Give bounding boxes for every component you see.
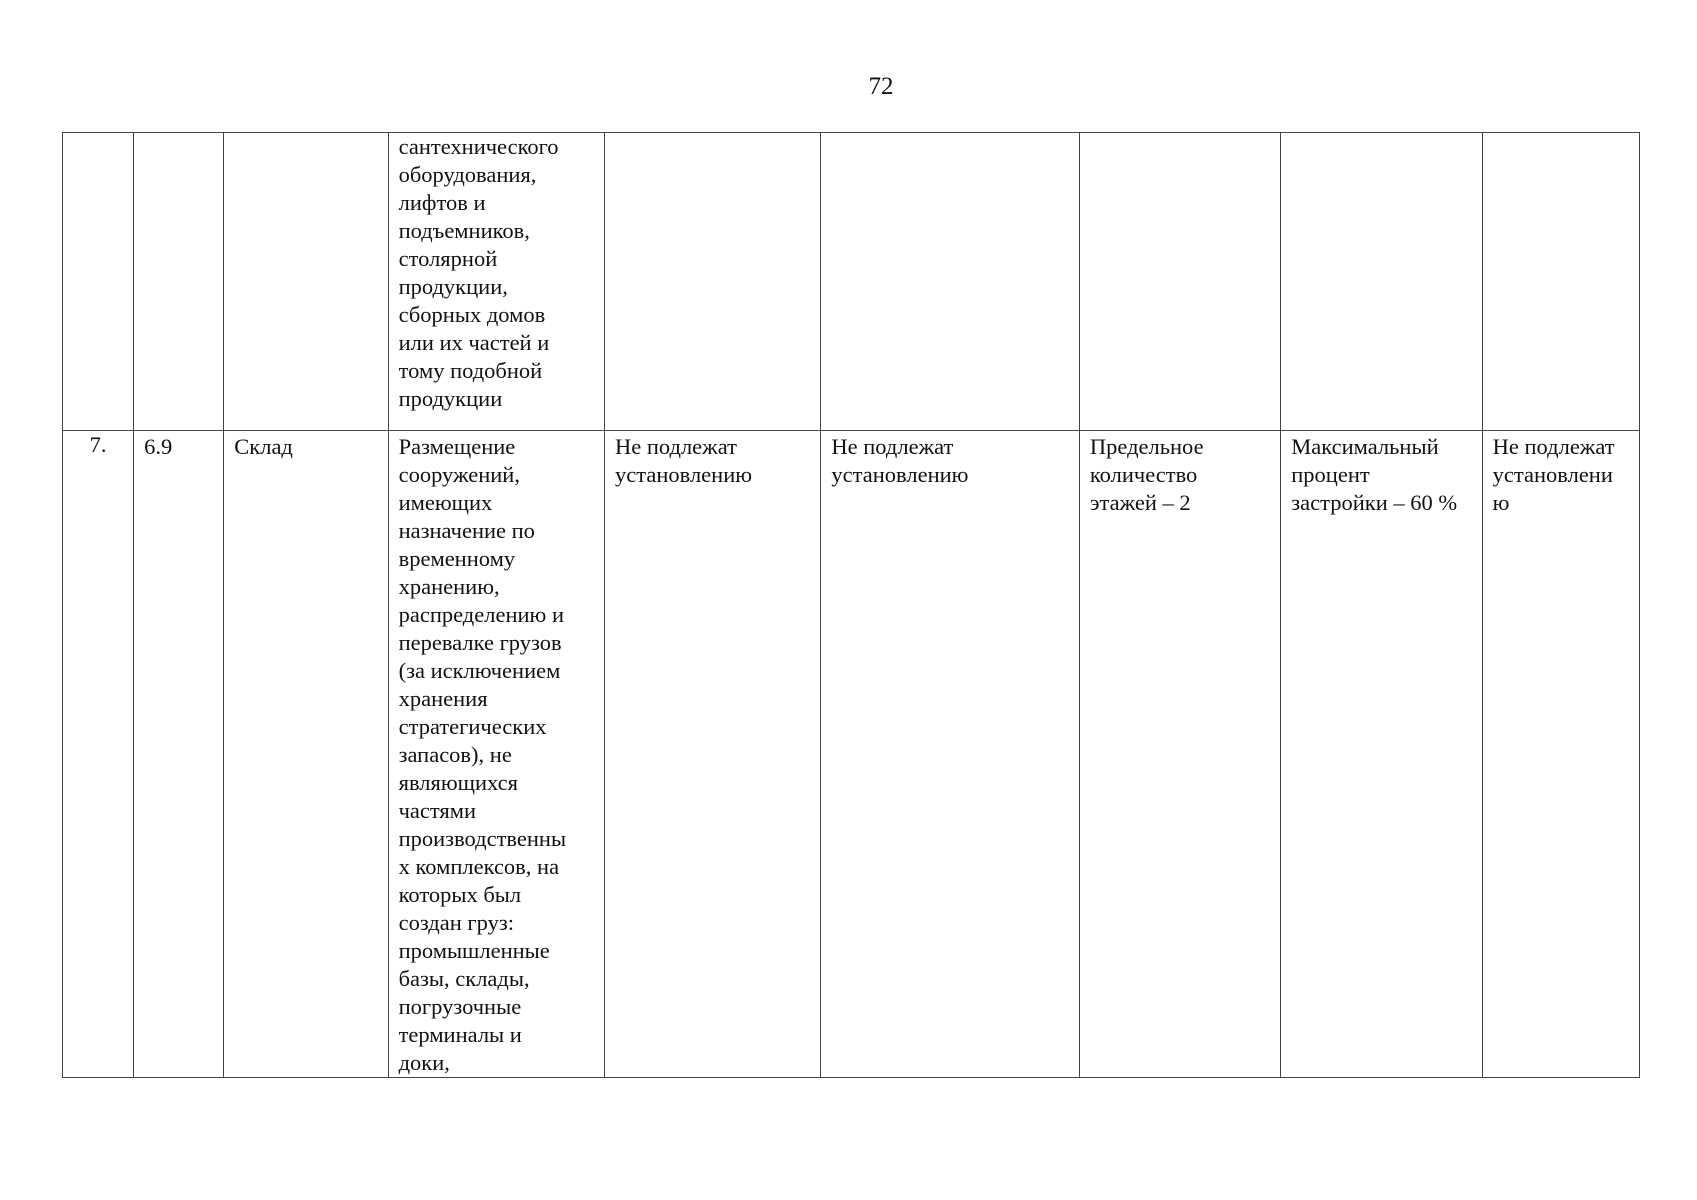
cell-col5: [605, 133, 821, 431]
cell-col7: Предельное количество этажей – 2: [1079, 431, 1280, 1078]
table-row: [63, 431, 1640, 1078]
cell-name: [224, 133, 388, 431]
cell-col5: Не подлежат установлению: [605, 431, 821, 1078]
cell-code: [134, 133, 224, 431]
cell-col7: [1079, 133, 1280, 431]
cell-description: сантехнического оборудования, лифтов и подъемников, столярной продукции, сборных домов или их частей и тому подобной продукции: [388, 133, 604, 431]
cell-code: 6.9: [134, 431, 224, 1078]
cell-name: Склад: [224, 431, 388, 1078]
cell-col8: Максимальный процент застройки – 60 %: [1281, 431, 1482, 1078]
cell-col6: Не подлежат установлению: [821, 431, 1079, 1078]
cell-col9: Не подлежат установлени ю: [1482, 431, 1639, 1078]
cell-number: 7.: [63, 431, 134, 1078]
land-use-table: [62, 132, 1640, 1078]
cell-number: [63, 133, 134, 431]
cell-col9: [1482, 133, 1639, 431]
cell-description: Размещение сооружений, имеющих назначение по временному хранению, распределению и перевалке грузов (за исключением хранения стратегических запасов), не являющихся частями производственны х комплексов, на которых был создан груз: промышленные базы, склады, погрузочные терминалы и доки,: [388, 431, 604, 1078]
page-number: 72: [868, 73, 894, 100]
cell-col6: [821, 133, 1079, 431]
cell-col8: [1281, 133, 1482, 431]
table-row: [63, 133, 1640, 431]
